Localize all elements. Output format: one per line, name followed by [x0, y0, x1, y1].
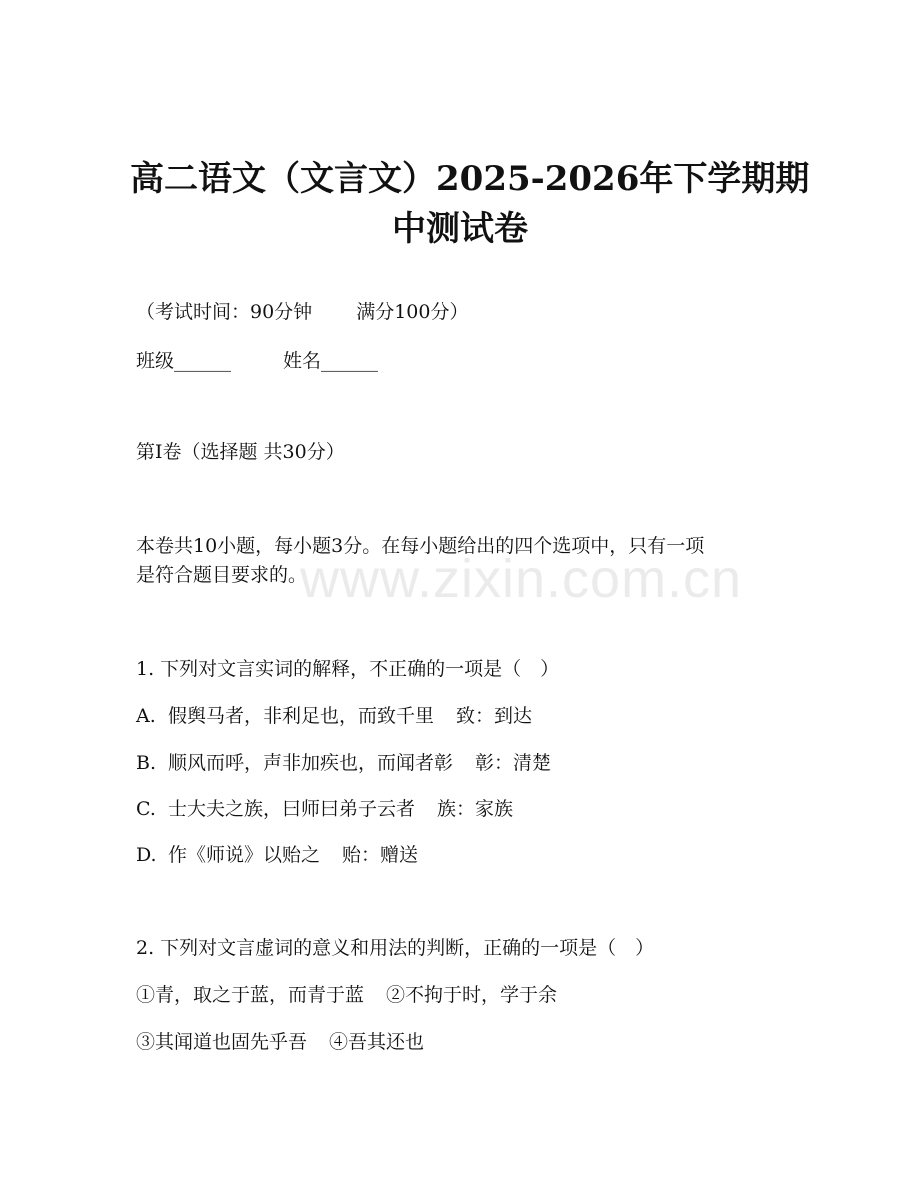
- option-label: A.: [136, 705, 156, 727]
- option-sentence: 士大夫之族，曰师曰弟子云者: [168, 798, 416, 820]
- option-gloss: 贻：赠送: [342, 844, 419, 866]
- question-1-option-d: [136, 846, 418, 865]
- item-text: ②不拘于时，学于余: [386, 984, 558, 1006]
- option-label: D.: [136, 844, 157, 866]
- section-instruction-line2: 是符合题目要求的。: [136, 564, 308, 586]
- option-label: B.: [136, 752, 157, 774]
- page-title-line1: 高二语文（文言文）2025-2026年下学期期: [130, 159, 810, 199]
- section-instruction-line1: 本卷共10小题，每小题3分。在每小题给出的四个选项中，只有一项: [136, 535, 705, 557]
- question-1-option-a: [136, 707, 532, 726]
- option-gloss: 族：家族: [437, 798, 514, 820]
- exam-time: （考试时间：90分钟: [136, 301, 313, 323]
- option-sentence: 假舆马者，非利足也，而致千里: [168, 705, 435, 727]
- question-1-option-c: [136, 800, 513, 819]
- question-2-items-row2: [136, 1033, 424, 1052]
- question-1-stem: 1. 下列对文言实词的解释，不正确的一项是（ ）: [136, 658, 560, 680]
- watermark: www.zixin.com.cn: [300, 549, 743, 609]
- section-title: 第I卷（选择题 共30分）: [136, 441, 345, 463]
- option-gloss: 彰：清楚: [475, 752, 552, 774]
- page-title-line2: 中测试卷: [392, 209, 528, 249]
- question-1-option-b: [136, 754, 551, 773]
- question-2-stem: 2. 下列对文言虚词的意义和用法的判断，正确的一项是（ ）: [136, 937, 655, 959]
- option-sentence: 顺风而呼，声非加疾也，而闻者彰: [168, 752, 454, 774]
- class-field: 班级______: [136, 350, 232, 372]
- option-gloss: 致：到达: [456, 705, 533, 727]
- item-text: ①青，取之于蓝，而青于蓝: [136, 984, 365, 1006]
- exam-score: 满分100分）: [356, 301, 469, 323]
- item-text: ③其闻道也固先乎吾: [136, 1031, 308, 1053]
- option-sentence: 作《师说》以贻之: [168, 844, 321, 866]
- student-fields: [136, 352, 378, 371]
- option-label: C.: [136, 798, 156, 820]
- exam-info: [136, 303, 468, 322]
- question-2-items-row1: [136, 986, 557, 1005]
- item-text: ④吾其还也: [329, 1031, 425, 1053]
- name-field: 姓名______: [283, 350, 379, 372]
